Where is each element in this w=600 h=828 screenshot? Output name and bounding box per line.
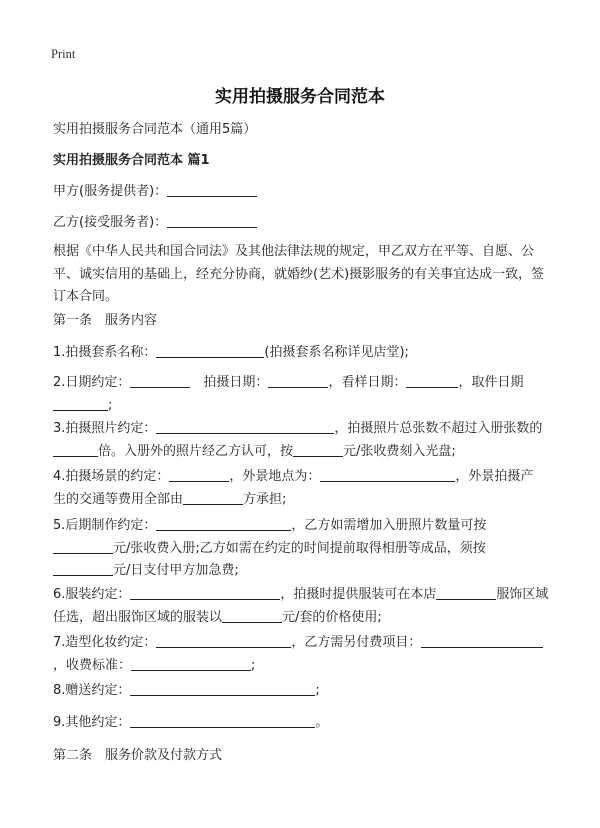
clause-8-end: ; <box>315 683 320 698</box>
clause-6-text-2: 服饰区域 <box>496 587 549 602</box>
party-a-line <box>53 181 560 203</box>
intro-paragraph: 根据《中华人民共和国合同法》及其他法律法规的规定，甲乙双方在平等、自愿、公平、诚实信用的基础上，经充分协商，就婚纱(艺术)摄影服务的有关事宜达成一致，签订本合同。 <box>53 244 545 304</box>
clause-4-blank-1 <box>169 467 229 482</box>
clause-5-blank-1 <box>156 516 291 531</box>
clause-1-note: (拍摄套系名称详见店堂); <box>264 345 409 360</box>
document-title: 实用拍摄服务合同范本 <box>215 87 385 107</box>
clause-6-blank-2 <box>436 585 496 600</box>
document-subtitle: 实用拍摄服务合同范本（通用5篇） <box>53 122 257 137</box>
party-b-blank <box>167 213 257 228</box>
clause-1 <box>53 342 560 364</box>
clause-8-blank <box>130 681 315 696</box>
clause-5-text-3: 元/日支付甲方加急费; <box>113 563 239 578</box>
clause-2-blank-2 <box>268 373 328 388</box>
clause-4-blank-3 <box>183 490 243 505</box>
article-1-title: 第一条 服务内容 <box>53 313 158 328</box>
clause-6-label: 6.服装约定： <box>53 587 131 602</box>
clause-4-text-3: 生的交通等费用全部由 <box>53 491 184 507</box>
party-b-label: 乙方(接受服务者)： <box>53 215 168 230</box>
clause-3-text-2: 倍。入册外的照片经乙方认可，按 <box>98 443 294 459</box>
clause-5-label: 5.后期制作约定： <box>53 518 157 533</box>
clause-3 <box>53 418 553 463</box>
clause-7-blank-2 <box>421 633 543 648</box>
clause-5-text-2: 元/张收费入册;乙方如需在约定的时间提前取得相册等成品，须按 <box>113 540 486 556</box>
clause-9-blank <box>130 713 315 728</box>
clause-4-blank-2 <box>320 467 455 482</box>
clause-7-text-2: ，收费标准： <box>53 657 132 673</box>
clause-3-text-3: 元/张收费刻入光盘; <box>343 443 456 459</box>
clause-4-text-4: 方承担; <box>243 491 287 507</box>
party-b-line <box>53 212 560 234</box>
clause-3-blank-1 <box>156 419 334 434</box>
clause-6 <box>53 584 553 629</box>
section-heading: 实用拍摄服务合同范本 篇1 <box>53 153 210 168</box>
clause-3-label: 3.拍摄照片约定： <box>53 421 157 436</box>
clause-7-label: 7.造型化妆约定： <box>53 635 157 650</box>
clause-6-text-3: 任选，超出服饰区域的服装以 <box>53 609 223 625</box>
clause-2-blank-4 <box>53 396 108 411</box>
clause-2-shoot-date: 拍摄日期： <box>203 375 269 390</box>
clause-9 <box>53 712 560 734</box>
print-link[interactable]: Print <box>51 47 76 61</box>
party-a-blank <box>167 182 257 197</box>
clause-2-pickup-date: ，取件日期 <box>458 375 524 390</box>
clause-4-text-1: ，外景地点为： <box>229 469 321 484</box>
clause-7-end: ; <box>251 657 256 673</box>
clause-7 <box>53 632 553 677</box>
clause-2-label: 2.日期约定： <box>53 375 131 390</box>
clause-4 <box>53 466 553 511</box>
clause-6-blank-1 <box>130 585 280 600</box>
clause-6-text-4: 元/套的价格使用; <box>282 609 382 625</box>
clause-9-end: 。 <box>315 715 329 730</box>
clause-5-text-1: ，乙方如需增加入册照片数量可按 <box>291 518 487 533</box>
clause-2-end: ; <box>108 397 113 413</box>
clause-5 <box>53 515 553 583</box>
clause-5-blank-3 <box>53 561 113 576</box>
clause-2-blank-3 <box>406 373 458 388</box>
clause-7-blank-1 <box>156 633 291 648</box>
article-2-title: 第二条 服务价款及付款方式 <box>53 748 223 763</box>
clause-4-text-2: ，外景拍摄产 <box>455 469 534 484</box>
clause-7-blank-3 <box>131 656 251 671</box>
clause-5-blank-2 <box>53 539 113 554</box>
clause-8-label: 8.赠送约定： <box>53 683 131 698</box>
clause-8 <box>53 680 560 702</box>
clause-4-label: 4.拍摄场景的约定： <box>53 469 170 484</box>
clause-9-label: 9.其他约定： <box>53 715 131 730</box>
clause-7-text-1: ，乙方需另付费项目： <box>291 635 422 650</box>
clause-2-blank-1 <box>130 373 190 388</box>
clause-3-blank-3 <box>293 442 343 457</box>
clause-3-text-1: ，拍摄照片总张数不超过入册张数的 <box>334 421 543 436</box>
clause-6-blank-3 <box>222 608 282 623</box>
clause-2 <box>53 372 553 417</box>
clause-2-view-date: ，看样日期： <box>328 375 407 390</box>
clause-1-label: 1.拍摄套系名称： <box>53 345 157 360</box>
clause-6-text-1: ，拍摄时提供服装可在本店 <box>280 587 437 602</box>
party-a-label: 甲方(服务提供者)： <box>53 184 168 199</box>
clause-3-blank-2 <box>53 442 98 457</box>
clause-1-blank <box>156 343 264 358</box>
